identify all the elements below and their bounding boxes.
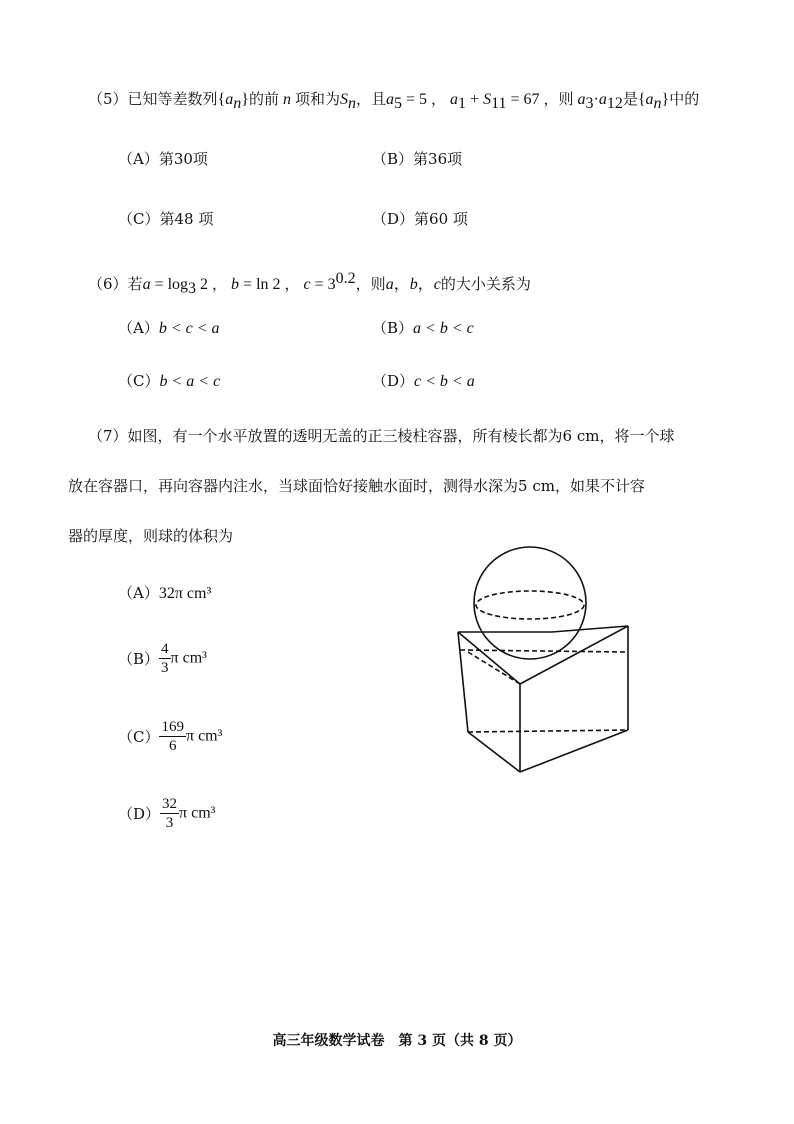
q5-number: （5） [88,90,128,108]
q6-option-c: （C）b < a < c [118,372,221,390]
q5-option-c: （C）第48 项 [118,210,214,228]
q6-option-d: （D）c < b < a [372,372,475,390]
q7-option-d: （D） $\frac{32}{3}$ π cm³ [118,796,216,831]
q7-option-b: （B） $\frac{4}{3}$ π cm³ [118,641,207,676]
sphere-equator [476,591,584,619]
q5-stem: （5）已知等差数列$\{a_n\}$的前 n 项和为$S_n$，且$a_5 = 5$ ， $a_1 + S_{11} = 67$ ，则 $a_3\cdot a_{12}$是$\{a_n\}$中的 [88,90,700,112]
q5-option-a: （A）第30项 [118,150,208,168]
q5-option-b: （B）第36项 [372,150,463,168]
q7-stem-line2: 放在容器口，再向容器内注水，当球面恰好接触水面时，测得水深为5 cm，如果不计容 [68,477,645,495]
sphere [474,547,586,659]
page-footer: 高三年级数学试卷 第 3 页（共 8 页） [272,1033,522,1049]
q6-number: （6） [88,275,128,293]
q7-stem-line1: （7）如图，有一个水平放置的透明无盖的正三棱柱容器，所有棱长都为6 cm，将一个球 [88,427,675,445]
prism-sphere-figure [440,540,730,785]
q6-stem: （6）若$a = \log_3 2$ ， b = ln 2 ， $c = 3^{0.2}$，则a，b，c的大小关系为 [88,270,531,297]
q6-option-a: （A）b < c < a [118,319,220,337]
q7-stem-line3: 器的厚度，则球的体积为 [68,527,234,545]
q7-option-c: （C） $\frac{169}{6}$ π cm³ [118,719,223,754]
q6-option-b: （B）a < b < c [372,319,474,337]
q7-option-a: （A）32π cm³ [118,584,212,602]
q5-option-d: （D）第60 项 [372,210,468,228]
